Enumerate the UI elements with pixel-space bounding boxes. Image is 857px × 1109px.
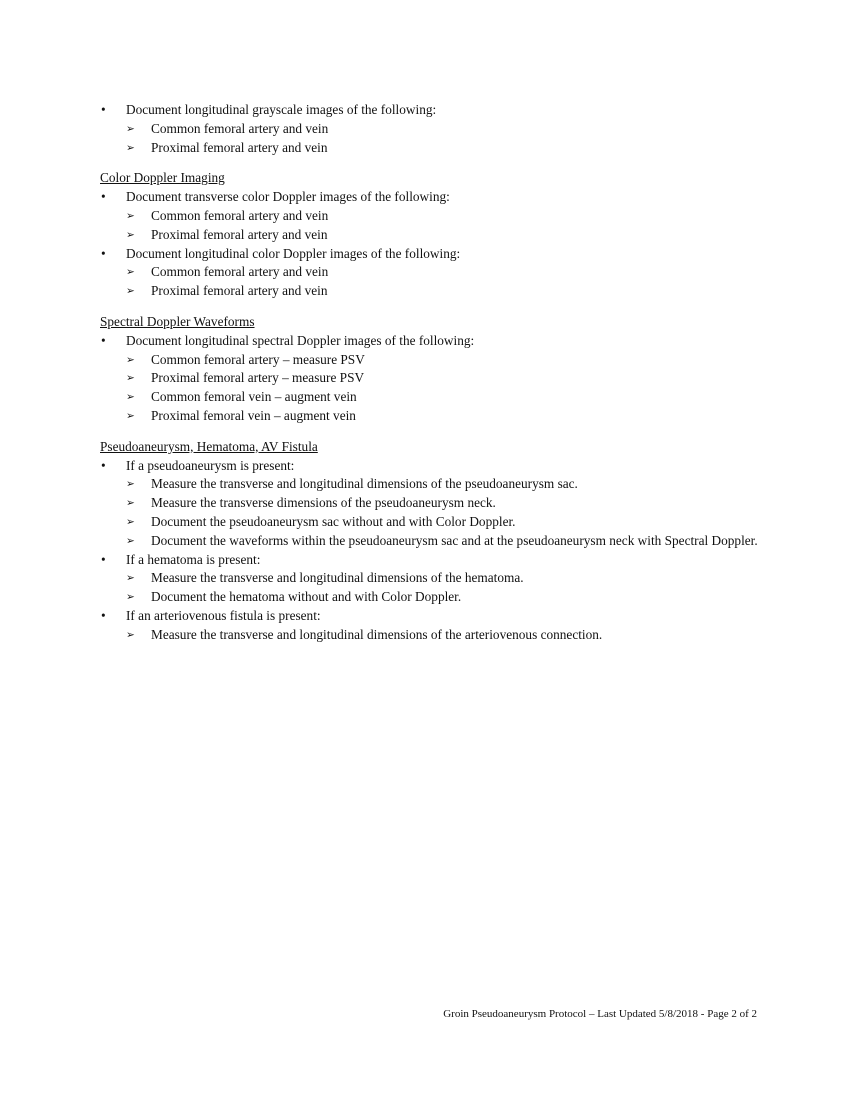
bullet-icon: • [101,457,106,473]
bullet-icon: • [101,551,106,567]
arrow-bullet-icon: ➢ [126,122,135,135]
bullet-list [100,332,760,426]
sub-list-item [126,207,760,226]
sub-list-item [126,626,760,645]
sub-item-text: Common femoral artery and vein [151,207,329,223]
document-body [100,101,760,657]
arrow-bullet-icon: ➢ [126,209,135,222]
bullet-text: Document longitudinal color Doppler images of the following: [126,245,461,261]
sub-list-item [126,475,760,494]
sub-list-item [126,139,760,158]
section-heading: Pseudoaneurysm, Hematoma, AV Fistula [100,438,318,454]
sub-item-text: Common femoral artery and vein [151,264,329,280]
sub-list-item [126,226,760,245]
bullet-item [100,101,760,157]
sub-item-text: Document the pseudoaneurysm sac without and with Color Doppler. [151,513,516,529]
sub-list-item [126,351,760,370]
bullet-icon: • [101,607,106,623]
arrow-bullet-icon: ➢ [126,391,135,404]
sub-list-item [126,263,760,282]
bullet-item [100,188,760,244]
sub-list [126,207,760,245]
sub-list-item [126,407,760,426]
sub-list [126,120,760,158]
bullet-text: Document longitudinal grayscale images of the following: [126,102,437,117]
bullet-text: If a pseudoaneurysm is present: [126,457,295,473]
bullet-item [100,457,760,551]
sub-item-text: Document the waveforms within the pseudoaneurysm sac and at the pseudoaneurysm neck with Spectral Doppler. [151,532,758,548]
arrow-bullet-icon: ➢ [126,628,135,641]
bullet-item [100,245,760,301]
arrow-bullet-icon: ➢ [126,497,135,510]
bullet-icon: • [101,189,106,205]
bullet-list [100,188,760,301]
arrow-bullet-icon: ➢ [126,285,135,298]
arrow-bullet-icon: ➢ [126,515,135,528]
sub-item-text: Proximal femoral artery and vein [151,226,328,242]
arrow-bullet-icon: ➢ [126,266,135,279]
sub-item-text: Measure the transverse and longitudinal dimensions of the pseudoaneurysm sac. [151,476,578,492]
sub-list-item [126,588,760,607]
arrow-bullet-icon: ➢ [126,353,135,366]
sub-list-item [126,569,760,588]
bullet-icon: • [101,245,106,261]
sub-item-text: Common femoral vein – augment vein [151,389,357,405]
arrow-bullet-icon: ➢ [126,534,135,547]
sub-list-item [126,369,760,388]
sub-item-text: Common femoral artery – measure PSV [151,351,365,367]
bullet-text: Document transverse color Doppler images of the following: [126,189,450,205]
sub-list-item [126,388,760,407]
sub-list [126,351,760,426]
section [100,313,760,426]
section [100,101,760,157]
arrow-bullet-icon: ➢ [126,591,135,604]
bullet-item [100,607,760,645]
sub-item-text: Proximal femoral vein – augment vein [151,407,356,423]
section-heading: Spectral Doppler Waveforms [100,313,255,329]
section [100,169,760,301]
sub-item-text: Measure the transverse dimensions of the pseudoaneurysm neck. [151,495,496,511]
bullet-text: If an arteriovenous fistula is present: [126,607,321,623]
bullet-text: Document longitudinal spectral Doppler images of the following: [126,332,475,348]
sub-list-item [126,513,760,532]
section-heading: Color Doppler Imaging [100,170,225,186]
arrow-bullet-icon: ➢ [126,228,135,241]
bullet-text: If a hematoma is present: [126,551,261,567]
bullet-item [100,551,760,607]
bullet-item [100,332,760,426]
sub-list-item [126,494,760,513]
sub-item-text: Measure the transverse and longitudinal dimensions of the hematoma. [151,570,524,586]
arrow-bullet-icon: ➢ [126,409,135,422]
arrow-bullet-icon: ➢ [126,141,135,154]
arrow-bullet-icon: ➢ [126,572,135,585]
sub-item-text: Proximal femoral artery and vein [151,283,328,299]
bullet-list [100,101,760,157]
sub-item-text: Document the hematoma without and with Color Doppler. [151,589,462,605]
bullet-list [100,457,760,645]
sub-list-item [126,532,760,551]
section [100,438,760,645]
sub-list-item [126,120,760,139]
bullet-icon: • [101,332,106,348]
page-footer: Groin Pseudoaneurysm Protocol – Last Updated 5/8/2018 - Page 2 of 2 [443,1008,757,1020]
sub-list [126,569,760,607]
sub-list [126,475,760,550]
sub-item-text: Common femoral artery and vein [151,120,329,136]
sub-list [126,626,760,645]
sub-item-text: Proximal femoral artery and vein [151,139,328,155]
sub-item-text: Measure the transverse and longitudinal dimensions of the arteriovenous connection. [151,626,603,642]
bullet-icon: • [101,102,106,117]
sub-list [126,263,760,301]
arrow-bullet-icon: ➢ [126,478,135,491]
sub-list-item [126,282,760,301]
arrow-bullet-icon: ➢ [126,372,135,385]
sub-item-text: Proximal femoral artery – measure PSV [151,370,365,386]
